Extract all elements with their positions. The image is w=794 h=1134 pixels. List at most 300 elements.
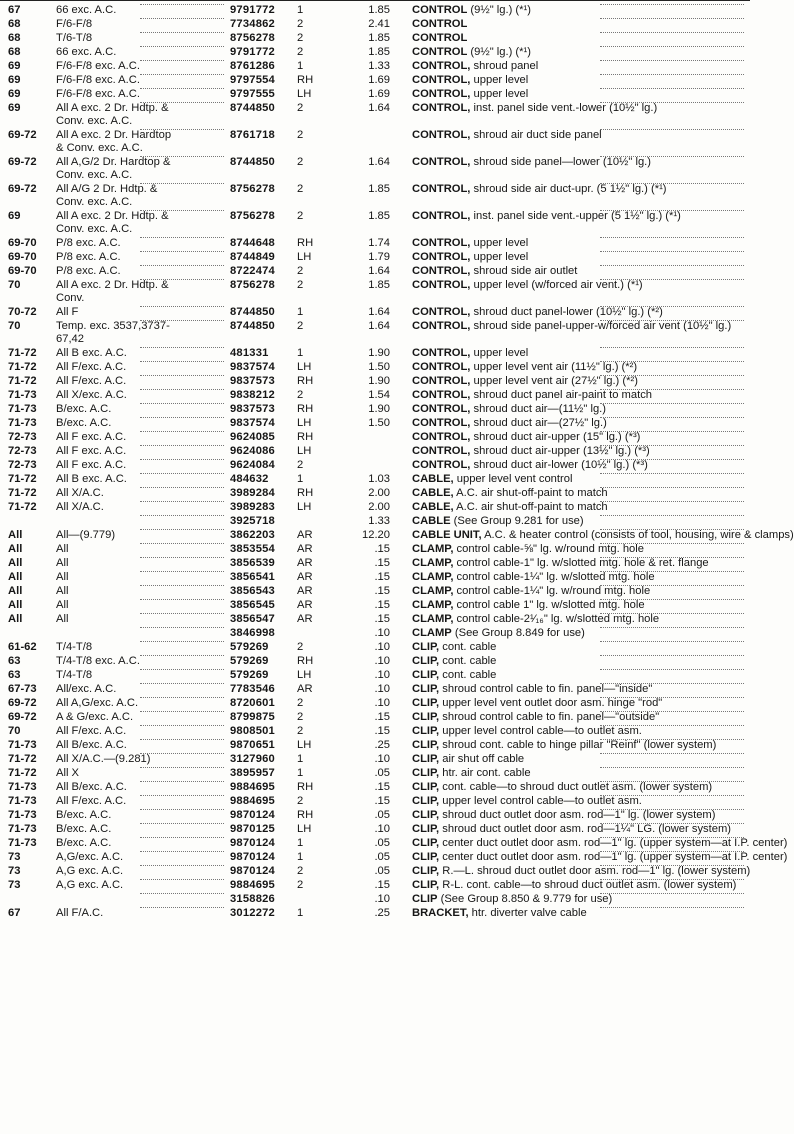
price-cell: .05 [374, 767, 390, 779]
model-leader [140, 431, 224, 432]
part-description: A.C. & heater control (consists of tool, housing, wire & clamps) [481, 529, 794, 541]
part-number-cell: 8744850 [230, 102, 275, 114]
catalog-row [0, 403, 750, 416]
model-line: All A exc. 2 Dr. Hdtp. & [56, 102, 169, 114]
model-leader [140, 641, 224, 642]
price-cell: 1.54 [368, 389, 390, 401]
quantity-cell: 2 [297, 879, 304, 891]
quantity-cell: LH [297, 88, 312, 100]
description-cell [412, 74, 746, 87]
part-number-cell: 9870124 [230, 865, 275, 877]
model-line: All [56, 613, 69, 625]
part-number-cell: 9870124 [230, 809, 275, 821]
quantity-cell: 2 [297, 129, 304, 141]
description-leader [600, 431, 744, 432]
price-cell: .10 [374, 669, 390, 681]
description-cell [412, 4, 746, 17]
description-cell [412, 697, 746, 710]
part-number-cell: 3862203 [230, 529, 275, 541]
price-cell: .15 [374, 613, 390, 625]
part-name: CONTROL, [412, 265, 471, 277]
price-cell: .15 [374, 557, 390, 569]
model-cell [56, 879, 222, 892]
catalog-row [0, 46, 750, 59]
model-leader [140, 893, 224, 894]
description-cell [412, 265, 746, 278]
part-name: CLIP, [412, 641, 440, 653]
catalog-row [0, 571, 750, 584]
description-cell [412, 210, 746, 223]
year-cell: 69 [8, 74, 21, 86]
part-number-cell: 3856545 [230, 599, 275, 611]
model-cell [56, 683, 222, 696]
part-name: CONTROL [412, 32, 468, 44]
part-number-cell: 9797554 [230, 74, 275, 86]
price-cell: 1.69 [368, 88, 390, 100]
description-leader [600, 375, 744, 376]
part-name: CLIP, [412, 725, 440, 737]
catalog-row [0, 417, 750, 430]
part-name: CLIP, [412, 739, 440, 751]
model-cell [56, 156, 222, 182]
part-description: A.C. air shut-off-paint to match [453, 487, 608, 499]
model-line: F/6-F/8 [56, 18, 93, 30]
model-line: B/exc. A.C. [56, 417, 112, 429]
model-leader [140, 907, 224, 908]
model-line: A,G exc. A.C. [56, 865, 124, 877]
model-leader [140, 375, 224, 376]
model-line: Temp. exc. 3537,3737- [56, 320, 170, 332]
part-name: CLIP, [412, 879, 440, 891]
catalog-row [0, 879, 750, 892]
model-line: All [56, 599, 69, 611]
model-cell [56, 655, 222, 668]
description-cell [412, 683, 746, 696]
quantity-cell: LH [297, 823, 312, 835]
quantity-cell: AR [297, 571, 313, 583]
model-line: All X/A.C. [56, 487, 104, 499]
quantity-cell: AR [297, 585, 313, 597]
model-leader [140, 753, 224, 754]
price-cell: .25 [374, 907, 390, 919]
model-line: All F exc. A.C. [56, 445, 127, 457]
catalog-row [0, 102, 750, 128]
price-cell: .05 [374, 865, 390, 877]
model-leader [140, 361, 224, 362]
part-name: CLIP, [412, 865, 440, 877]
part-number-cell: 9870125 [230, 823, 275, 835]
description-cell [412, 459, 746, 472]
model-line: All F/A.C. [56, 907, 104, 919]
price-cell: 1.33 [368, 515, 390, 527]
model-line: All B/exc. A.C. [56, 781, 127, 793]
year-cell: 71-72 [8, 501, 37, 513]
part-number-cell: 9624084 [230, 459, 275, 471]
price-cell: .05 [374, 851, 390, 863]
part-number-cell: 579269 [230, 669, 269, 681]
part-description: cont. cable [439, 655, 497, 667]
description-cell [412, 865, 751, 878]
model-leader [140, 102, 224, 103]
model-leader [140, 655, 224, 656]
model-cell [56, 347, 222, 360]
part-description: cont. cable [439, 641, 497, 653]
year-cell: 71-72 [8, 375, 37, 387]
part-number-cell: 8761286 [230, 60, 275, 72]
model-leader [140, 251, 224, 252]
part-name: CLIP, [412, 655, 440, 667]
description-leader [600, 823, 744, 824]
description-leader [600, 795, 744, 796]
part-description: upper level [470, 88, 529, 100]
model-cell [56, 837, 222, 850]
description-cell [412, 156, 746, 169]
part-number-cell: 9870124 [230, 837, 275, 849]
model-cell [56, 265, 222, 278]
year-cell: 69-72 [8, 129, 37, 141]
quantity-cell: 2 [297, 795, 304, 807]
description-cell [412, 306, 746, 319]
price-cell: .25 [374, 739, 390, 751]
description-leader [600, 725, 744, 726]
catalog-row [0, 320, 750, 346]
model-cell [56, 781, 222, 794]
description-leader [600, 320, 744, 321]
part-name: CLIP, [412, 823, 440, 835]
catalog-row [0, 585, 750, 598]
year-cell: 71-73 [8, 403, 37, 415]
quantity-cell: RH [297, 74, 314, 86]
price-cell: 1.03 [368, 473, 390, 485]
model-line: All B exc. A.C. [56, 347, 127, 359]
description-cell [412, 893, 746, 906]
part-description: center duct outlet door asm. rod—1" lg. (upper system—at I.P. center) [439, 837, 788, 849]
catalog-row [0, 641, 750, 654]
model-line: B/exc. A.C. [56, 403, 112, 415]
model-line: Conv. exc. A.C. [56, 223, 133, 235]
model-leader [140, 879, 224, 880]
part-description: inst. panel side vent.-lower (10½" lg.) [470, 102, 658, 114]
part-number-cell: 3989284 [230, 487, 275, 499]
year-cell: 61-62 [8, 641, 37, 653]
description-cell [412, 571, 746, 584]
model-leader [140, 183, 224, 184]
model-cell [56, 725, 222, 738]
description-cell [412, 907, 746, 920]
model-cell [56, 445, 222, 458]
quantity-cell: 2 [297, 389, 304, 401]
description-leader [600, 156, 744, 157]
part-name: CONTROL, [412, 459, 471, 471]
model-cell [56, 641, 222, 654]
model-line: 67,42 [56, 333, 84, 345]
catalog-row [0, 156, 750, 182]
part-description: control cable-1" lg. w/slotted mtg. hole & ret. flange [453, 557, 709, 569]
quantity-cell: AR [297, 543, 313, 555]
description-cell [412, 18, 746, 31]
part-name: CLIP, [412, 683, 440, 695]
model-cell [56, 487, 222, 500]
model-line: All A exc. 2 Dr. Hdtp. & [56, 279, 169, 291]
part-name: CONTROL, [412, 375, 471, 387]
description-cell [412, 529, 794, 542]
model-cell [56, 210, 222, 236]
part-description: control cable 1" lg. w/slotted mtg. hole [453, 599, 645, 611]
description-cell [412, 361, 746, 374]
description-leader [600, 851, 744, 852]
description-leader [600, 669, 744, 670]
catalog-row [0, 473, 750, 486]
description-leader [600, 237, 744, 238]
price-cell: .10 [374, 627, 390, 639]
price-cell: 12.20 [362, 529, 390, 541]
part-name: CLAMP [412, 627, 452, 639]
quantity-cell: 1 [297, 753, 304, 765]
catalog-row [0, 627, 750, 640]
price-cell: 1.74 [368, 237, 390, 249]
description-leader [600, 739, 744, 740]
model-line: B/exc. A.C. [56, 809, 112, 821]
catalog-row [0, 210, 750, 236]
catalog-row [0, 375, 750, 388]
year-cell: 71-73 [8, 389, 37, 401]
part-name: CONTROL, [412, 320, 471, 332]
catalog-row [0, 361, 750, 374]
price-cell: 1.64 [368, 306, 390, 318]
year-cell: 69 [8, 60, 21, 72]
catalog-row [0, 18, 750, 31]
year-cell: 71-72 [8, 361, 37, 373]
part-name: CABLE, [412, 487, 454, 499]
year-cell: 69-70 [8, 265, 37, 277]
catalog-row [0, 823, 750, 836]
description-leader [600, 210, 744, 211]
part-description: (9½" lg.) (*¹) [467, 46, 531, 58]
model-leader [140, 32, 224, 33]
quantity-cell: 2 [297, 459, 304, 471]
quantity-cell: 1 [297, 837, 304, 849]
part-description: control cable-1¼" lg. w/round mtg. hole [453, 585, 651, 597]
part-name: CABLE UNIT, [412, 529, 482, 541]
part-description: (9½" lg.) (*¹) [467, 4, 531, 16]
description-leader [600, 18, 744, 19]
model-leader [140, 767, 224, 768]
model-leader [140, 865, 224, 866]
model-line: All [56, 585, 69, 597]
quantity-cell: 2 [297, 210, 304, 222]
catalog-row [0, 851, 788, 864]
price-cell: 1.79 [368, 251, 390, 263]
part-name: CONTROL [412, 46, 468, 58]
catalog-row [0, 445, 750, 458]
model-leader [140, 320, 224, 321]
part-description: control cable-⅝" lg. w/round mtg. hole [453, 543, 644, 555]
part-description: shroud duct air—(27½" lg.) [470, 417, 607, 429]
catalog-row [0, 865, 750, 878]
part-number-cell: 3856547 [230, 613, 275, 625]
model-leader [140, 781, 224, 782]
description-leader [600, 473, 744, 474]
year-cell: 69-72 [8, 711, 37, 723]
part-number-cell: 9870651 [230, 739, 275, 751]
description-leader [600, 32, 744, 33]
quantity-cell: 2 [297, 102, 304, 114]
part-name: CONTROL, [412, 417, 471, 429]
year-cell: 71-72 [8, 753, 37, 765]
model-leader [140, 156, 224, 157]
price-cell: .15 [374, 795, 390, 807]
model-line: All A/G 2 Dr. Hdtp. & [56, 183, 158, 195]
part-description: htr. air cont. cable [439, 767, 531, 779]
model-leader [140, 627, 224, 628]
quantity-cell: 1 [297, 767, 304, 779]
model-leader [140, 683, 224, 684]
model-cell [56, 795, 222, 808]
description-cell [412, 487, 746, 500]
model-cell [56, 32, 222, 45]
model-line: All A,G/exc. A.C. [56, 697, 139, 709]
model-leader [140, 129, 224, 130]
model-cell [56, 102, 222, 128]
price-cell: .10 [374, 641, 390, 653]
part-number-cell: 8756278 [230, 183, 275, 195]
part-name: CONTROL, [412, 60, 471, 72]
part-number-cell: 9797555 [230, 88, 275, 100]
part-number-cell: 3856541 [230, 571, 275, 583]
year-cell: 69-70 [8, 237, 37, 249]
year-cell: 70 [8, 725, 21, 737]
quantity-cell: LH [297, 445, 312, 457]
part-description: center duct outlet door asm. rod—1" lg. (upper system—at I.P. center) [439, 851, 788, 863]
model-cell [56, 431, 222, 444]
part-description: shroud control cable to fin. panel—"outside" [439, 711, 660, 723]
year-cell: 71-72 [8, 347, 37, 359]
catalog-row [0, 501, 750, 514]
part-description: upper level (w/forced air vent.) (*¹) [470, 279, 643, 291]
catalog-row [0, 893, 750, 906]
quantity-cell: 2 [297, 46, 304, 58]
catalog-row [0, 599, 750, 612]
model-leader [140, 18, 224, 19]
model-line: All [56, 571, 69, 583]
part-number-cell: 9791772 [230, 46, 275, 58]
price-cell: .05 [374, 837, 390, 849]
model-line: Conv. exc. A.C. [56, 169, 133, 181]
part-description: upper level control cable—to outlet asm. [439, 725, 642, 737]
part-number-cell: 3846998 [230, 627, 275, 639]
quantity-cell: LH [297, 417, 312, 429]
part-name: CONTROL [412, 18, 468, 30]
model-leader [140, 739, 224, 740]
description-leader [600, 459, 744, 460]
description-leader [600, 88, 744, 89]
model-line: All B/exc. A.C. [56, 739, 127, 751]
description-leader [600, 102, 744, 103]
model-leader [140, 613, 224, 614]
part-description: R-L. cont. cable—to shroud duct outlet asm. (lower system) [439, 879, 737, 891]
description-leader [600, 361, 744, 362]
description-leader [600, 543, 744, 544]
description-leader [600, 613, 744, 614]
quantity-cell: 2 [297, 18, 304, 30]
part-description: shroud control cable to fin. panel—"inside" [439, 683, 653, 695]
quantity-cell: 2 [297, 279, 304, 291]
part-number-cell: 3158826 [230, 893, 275, 905]
year-cell: All [8, 613, 23, 625]
quantity-cell: AR [297, 613, 313, 625]
description-leader [600, 279, 744, 280]
part-number-cell: 9624085 [230, 431, 275, 443]
model-cell [56, 320, 222, 346]
catalog-row [0, 725, 750, 738]
year-cell: 73 [8, 851, 21, 863]
description-cell [412, 279, 746, 292]
model-cell [56, 529, 222, 542]
model-line: T/4-T/8 [56, 641, 93, 653]
part-description: shroud duct air—(11½" lg.) [470, 403, 607, 415]
quantity-cell: RH [297, 431, 314, 443]
price-cell: 1.85 [368, 4, 390, 16]
price-cell: 1.50 [368, 361, 390, 373]
part-name: CLIP, [412, 851, 440, 863]
part-description: upper level [470, 251, 529, 263]
price-cell: .15 [374, 879, 390, 891]
catalog-row [0, 669, 750, 682]
model-leader [140, 711, 224, 712]
description-cell [412, 543, 746, 556]
model-line: 66 exc. A.C. [56, 4, 117, 16]
part-name: CONTROL, [412, 74, 471, 86]
quantity-cell: RH [297, 375, 314, 387]
year-cell: 63 [8, 669, 21, 681]
description-cell [412, 613, 746, 626]
part-number-cell: 9838212 [230, 389, 275, 401]
quantity-cell: 1 [297, 907, 304, 919]
model-cell [56, 129, 222, 155]
model-line: All F/exc. A.C. [56, 725, 127, 737]
year-cell: All [8, 571, 23, 583]
model-leader [140, 809, 224, 810]
year-cell: 71-73 [8, 795, 37, 807]
model-cell [56, 865, 222, 878]
model-line: P/8 exc. A.C. [56, 237, 121, 249]
part-description: htr. diverter valve cable [468, 907, 587, 919]
model-leader [140, 669, 224, 670]
description-cell [412, 102, 746, 115]
description-leader [600, 60, 744, 61]
year-cell: 69 [8, 102, 21, 114]
price-cell: 1.85 [368, 279, 390, 291]
part-number-cell: 9624086 [230, 445, 275, 457]
quantity-cell: 2 [297, 32, 304, 44]
model-line: F/6-F/8 exc. A.C. [56, 60, 140, 72]
part-number-cell: 9837574 [230, 361, 275, 373]
part-name: CONTROL, [412, 251, 471, 263]
description-leader [600, 403, 744, 404]
part-description: shroud duct outlet door asm. rod—1" lg. (lower system) [439, 809, 716, 821]
description-cell [412, 599, 746, 612]
description-leader [600, 129, 744, 130]
model-line: All [56, 557, 69, 569]
catalog-row [0, 781, 750, 794]
part-description: shroud panel [470, 60, 539, 72]
model-cell [56, 767, 222, 780]
catalog-row [0, 837, 788, 850]
model-cell [56, 88, 222, 101]
part-description: upper level [470, 347, 529, 359]
part-description: shroud duct air-lower (10½" lg.) (*³) [470, 459, 648, 471]
model-cell [56, 237, 222, 250]
